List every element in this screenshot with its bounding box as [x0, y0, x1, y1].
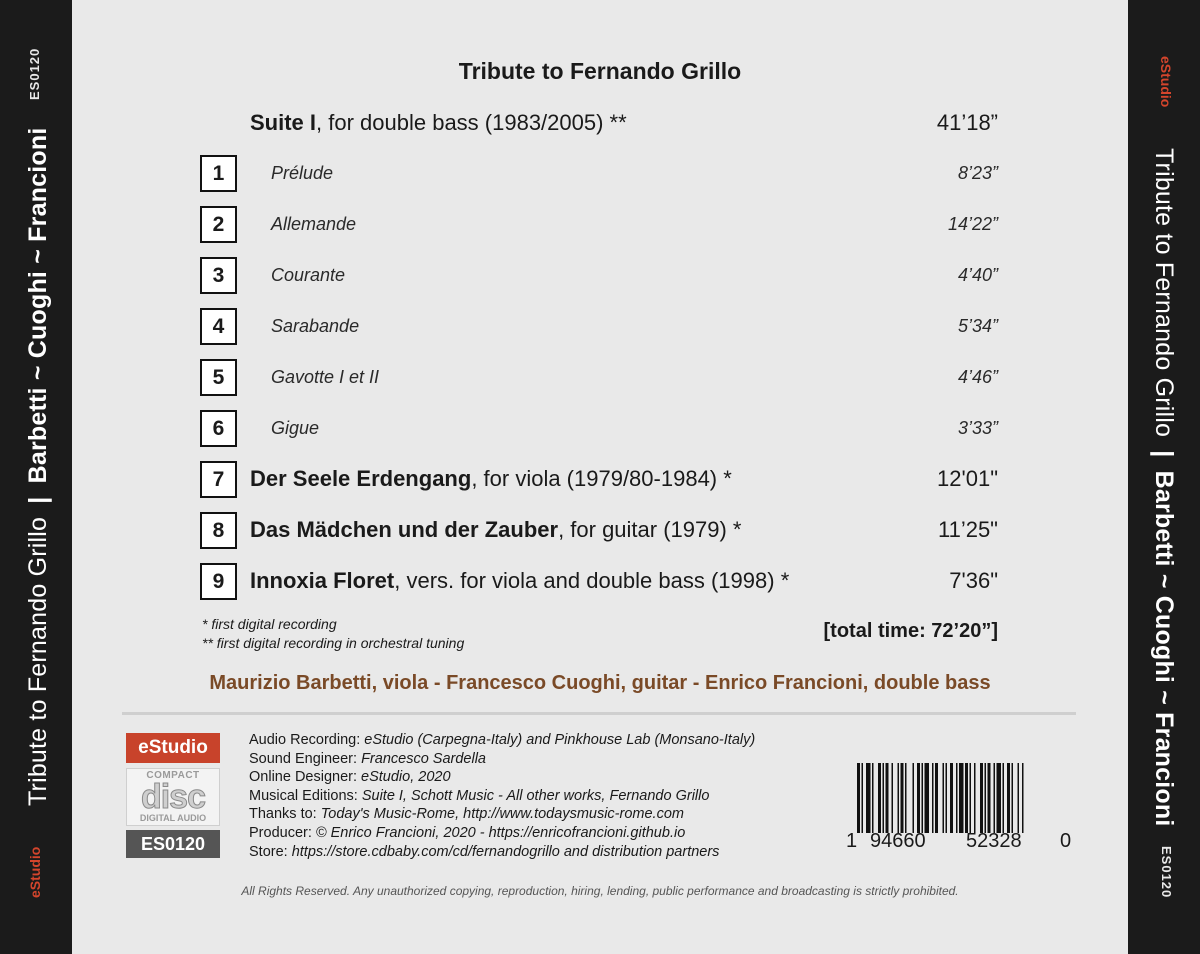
credit-line: Store: https://store.cdbaby.com/cd/fernandogrillo and distribution partners: [249, 843, 720, 860]
credit-line: Thanks to: Today's Music-Rome, http://www.todaysmusic-rome.com: [249, 806, 684, 823]
spine-title-right: [1149, 148, 1178, 826]
barcode-bar: [1018, 763, 1020, 833]
track-title: [250, 517, 742, 543]
track-duration: 14’22”: [947, 214, 998, 234]
spine-separator-right: |: [1150, 450, 1178, 458]
track-number: 5: [200, 359, 237, 396]
track-row: [200, 308, 998, 348]
credit-line: Online Designer: eStudio, 2020: [249, 769, 451, 786]
spine-title: [24, 128, 53, 806]
spine-brand-right: eStudio: [1158, 56, 1174, 108]
work-desc: , vers. for viola and double bass (1998) *: [394, 568, 790, 593]
track-number: 6: [200, 410, 237, 447]
barcode-bar: [925, 763, 930, 833]
track-title: Prélude: [271, 163, 334, 183]
track-number: 7: [200, 461, 237, 498]
disc-logo-top: COMPACT: [146, 770, 200, 781]
barcode-digits-right: 52328: [966, 830, 1022, 852]
track-title: [250, 568, 789, 594]
track-title: Gigue: [271, 418, 320, 438]
divider: [122, 712, 1076, 715]
spine-artists: Barbetti ~ Cuoghi ~ Francioni: [24, 127, 52, 484]
barcode-bar: [1003, 763, 1005, 833]
barcode-bar: [959, 763, 964, 833]
compact-disc-logo: [126, 768, 220, 826]
barcode-bar: [1022, 763, 1024, 833]
track-title: Sarabande: [271, 316, 360, 336]
barcode-bar: [892, 763, 894, 833]
barcode-bar: [997, 763, 1002, 833]
credits: [249, 731, 755, 861]
barcode-bar: [932, 763, 934, 833]
track-duration: 8’23”: [957, 163, 998, 183]
barcode-bar: [905, 763, 907, 833]
catalog-number-badge: ES0120: [126, 830, 220, 858]
suite-name: Suite I: [250, 110, 317, 135]
track-duration: 12'01": [937, 466, 998, 491]
work-desc: , for guitar (1979) *: [558, 517, 742, 542]
track-number: 4: [200, 308, 237, 345]
barcode-bar: [878, 763, 881, 833]
track-title: Courante: [271, 265, 346, 285]
track-row: [200, 206, 998, 246]
work-name: Das Mädchen und der Zauber: [250, 517, 559, 542]
track-title: Allemande: [271, 214, 357, 234]
barcode-bar: [922, 763, 924, 833]
barcode-bar: [970, 763, 972, 833]
album-title: Tribute to Fernando Grillo: [458, 58, 742, 84]
barcode-bar: [883, 763, 885, 833]
barcode-bar: [950, 763, 953, 833]
barcode-bar: [1012, 763, 1014, 833]
barcode-digits-left: 94660: [870, 830, 926, 852]
credit-line: Sound Engineer: Francesco Sardella: [249, 750, 486, 767]
suite-subtitle: , for double bass (1983/2005) **: [316, 110, 627, 135]
barcode-bar: [862, 763, 864, 833]
barcode-bar: [901, 763, 904, 833]
track-row: [200, 155, 998, 195]
track-number: 2: [200, 206, 237, 243]
performers-line: Maurizio Barbetti, viola - Francesco Cuoghi, guitar - Enrico Francioni, double bass: [209, 672, 991, 694]
credit-line: Audio Recording: eStudio (Carpegna-Italy) and Pinkhouse Lab (Monsano-Italy): [249, 732, 756, 748]
suite-header: [250, 110, 998, 140]
track-title: Gavotte I et II: [271, 367, 380, 387]
spine-catalog-code-right: ES0120: [1159, 846, 1174, 899]
track-row: [200, 410, 998, 450]
barcode-bar: [913, 763, 915, 833]
footnote: * first digital recording: [202, 616, 337, 632]
track-duration: 4’40”: [957, 265, 998, 285]
spine-separator: |: [24, 496, 52, 504]
barcode-bar: [1007, 763, 1010, 833]
barcode-bar: [872, 763, 874, 833]
track-duration: 7'36": [949, 568, 998, 593]
track-duration: 11’25": [937, 517, 998, 542]
track-number: 1: [200, 155, 237, 192]
track-duration: 4’46”: [957, 367, 998, 387]
barcode-bar: [917, 763, 920, 833]
work-desc: , for viola (1979/80-1984) *: [471, 466, 732, 491]
barcode-bar: [943, 763, 945, 833]
track-row: [200, 563, 998, 603]
right-spine: [1128, 0, 1200, 954]
spine-brand: eStudio: [27, 846, 43, 898]
disc-logo-main: disc: [140, 778, 206, 816]
estudio-logo: eStudio: [126, 733, 220, 763]
barcode: [855, 763, 1071, 833]
barcode-bar: [988, 763, 991, 833]
work-name: Der Seele Erdengang: [250, 466, 472, 491]
footnotes: [202, 615, 464, 653]
barcode-bar: [980, 763, 983, 833]
track-title: [250, 466, 732, 492]
left-spine: [0, 0, 72, 954]
credit-line: Producer: © Enrico Francioni, 2020 - https://enricofrancioni.github.io: [249, 824, 686, 841]
barcode-bar: [857, 763, 860, 833]
work-name: Innoxia Floret: [250, 568, 395, 593]
barcode-bar: [956, 763, 958, 833]
track-number: 3: [200, 257, 237, 294]
barcode-bar: [974, 763, 976, 833]
track-duration: 3’33”: [957, 418, 998, 438]
track-row: [200, 359, 998, 399]
barcode-bar: [866, 763, 871, 833]
total-time: [total time: 72’20”]: [823, 620, 998, 642]
track-row: [200, 257, 998, 297]
suite-duration: 41’18”: [936, 110, 998, 135]
spine-catalog-code: ES0120: [27, 47, 42, 100]
spine-title-main: Tribute to Fernando Grillo: [24, 516, 52, 806]
spine-title-main-right: Tribute to Fernando Grillo: [1150, 148, 1178, 438]
barcode-bar: [886, 763, 889, 833]
spine-artists-right: Barbetti ~ Cuoghi ~ Francioni: [1150, 470, 1178, 827]
barcode-digit: 1: [846, 830, 858, 852]
barcode-bar: [898, 763, 900, 833]
barcode-bar: [985, 763, 987, 833]
barcode-bar: [994, 763, 996, 833]
track-duration: 5’34”: [957, 316, 998, 336]
disc-logo-bottom: DIGITAL AUDIO: [139, 813, 207, 823]
barcode-bar: [946, 763, 948, 833]
track-row: [200, 461, 998, 501]
track-number: 8: [200, 512, 237, 549]
barcode-bar: [965, 763, 968, 833]
track-row: [200, 512, 998, 552]
barcode-bar: [935, 763, 938, 833]
credit-line: Musical Editions: Suite I, Schott Music - All other works, Fernando Grillo: [249, 787, 710, 804]
barcode-check-digit: 0: [1060, 830, 1072, 852]
rights-notice: All Rights Reserved. Any unauthorized copying, reproduction, hiring, lending, public performance and broadcasting is strictly prohibited.: [241, 884, 959, 898]
track-number: 9: [200, 563, 237, 600]
footnote: ** first digital recording in orchestral tuning: [202, 635, 465, 651]
